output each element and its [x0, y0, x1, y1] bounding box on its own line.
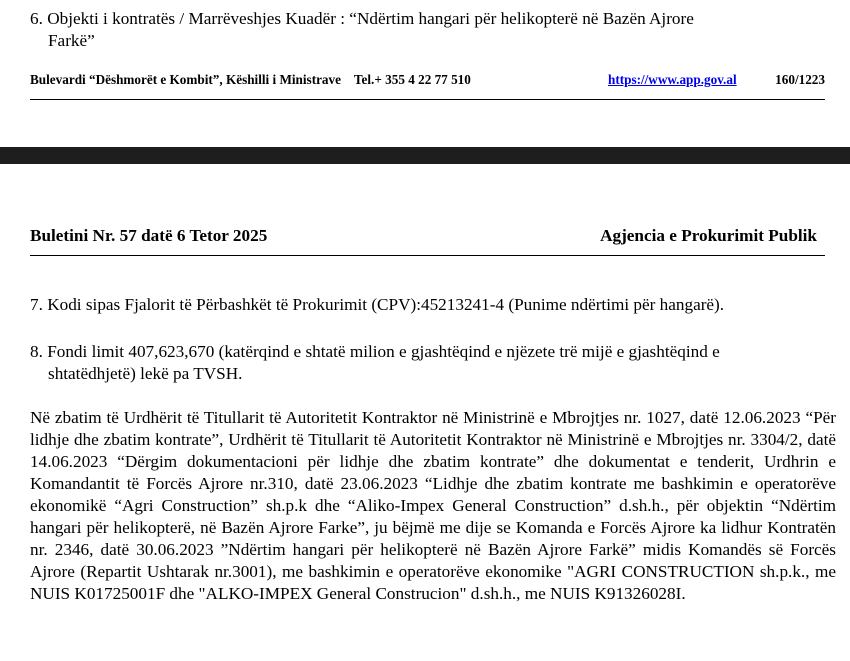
item-8-fund-limit — [30, 341, 835, 385]
item-6-line-2: Farkë” — [48, 31, 95, 50]
item-6-line-1: 6. Objekti i kontratës / Marrëveshjes Kuadër : “Ndërtim hangari për helikopterë në Bazën Ajrore — [30, 9, 694, 28]
contract-paragraph: Në zbatim të Urdhërit të Titullarit të Autoritetit Kontraktor në Ministrinë e Mbrojtjes nr. 1027, datë 12.06.2023 “Për lidhje dhe zbatim kontrate”, Urdhërit të Titullarit të Autoritetit Kontraktor në Ministrinë e Mbrojtjes nr. 3304/2, datë 14.06.2023 “Dërgim dokumentacioni për lidhje dhe zbatim kontrate” dhe dokumentat e tenderit, Urdhrin e Komandantit të Forcës Ajrore nr.310, datë 23.06.2023 “Lidhje dhe zbatim kontrate me bashkimin e operatorëve ekonomikë “Agri Construction” sh.p.k dhe “Aliko-Impex General Construction” d.sh.h., për objektin “Ndërtim hangari për helikopterë, në Bazën Ajrore Farke”, ju bëjmë me dije se Komanda e Forcës Ajrore ka lidhur Kontratën nr. 2346, datë 30.06.2023 ”Ndërtim hangari për helikopterë në Bazën Ajrore Farkë” midis Komandës së Forcës Ajrore (Repartit Ushtarak nr.3001), me bashkimin e operatorëve ekonomike "AGRI CONSTRUCTION sh.p.k., me NUIS K01725001F dhe "ALKO-IMPEX General Construcion" d.sh.h., me NUIS K91326028I. — [30, 408, 836, 603]
agency-name: Agjencia e Prokurimit Publik — [600, 226, 817, 245]
footer-divider — [30, 99, 825, 100]
item-8-line-1: 8. Fondi limit 407,623,670 (katërqind e shtatë milion e gjashtëqind e njëzete trë mijë e gjashtëqind e — [30, 342, 720, 361]
page-footer — [30, 72, 825, 90]
header-divider — [30, 255, 825, 256]
footer-website-link[interactable]: https://www.app.gov.al — [608, 72, 737, 87]
item-7-cpv-code: 7. Kodi sipas Fjalorit të Përbashkët të Prokurimit (CPV):45213241-4 (Punime ndërtimi për hangarë). — [30, 295, 725, 314]
footer-address: Bulevardi “Dëshmorët e Kombit”, Këshilli i Ministrave Tel.+ 355 4 22 77 510 — [30, 72, 471, 87]
item-6-contract-object — [30, 8, 830, 52]
bulletin-title: Buletini Nr. 57 datë 6 Tetor 2025 — [30, 226, 268, 245]
page-separator-band — [0, 147, 850, 164]
footer-page-number: 160/1223 — [775, 72, 825, 87]
page-header — [30, 226, 817, 248]
item-8-line-2: shtatëdhjetë) lekë pa TVSH. — [48, 364, 243, 383]
